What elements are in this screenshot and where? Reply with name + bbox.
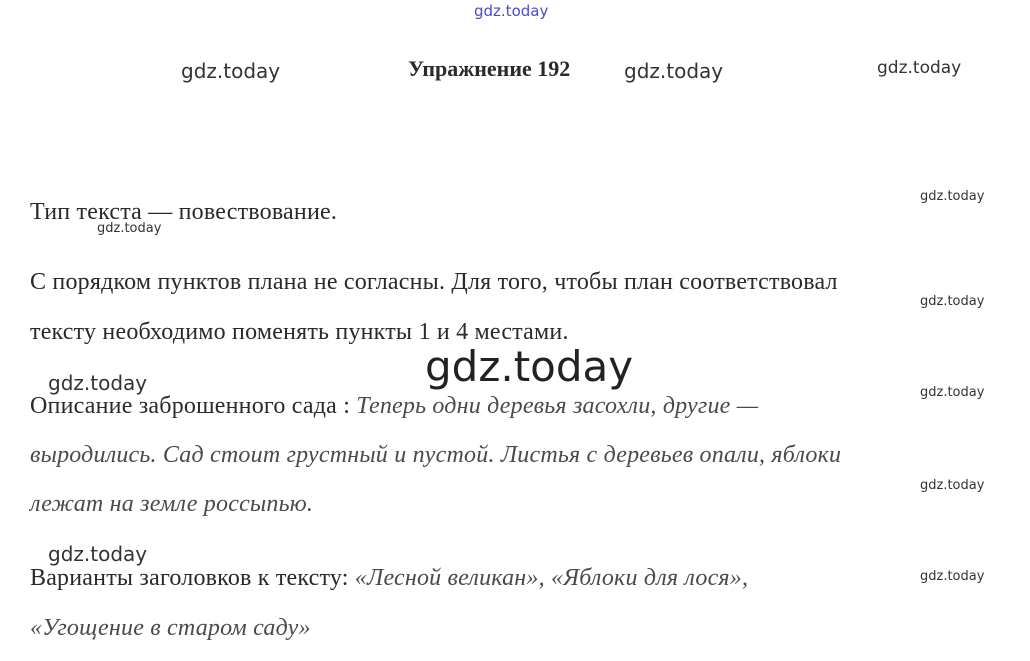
- description-label: Описание заброшенного сада :: [30, 393, 357, 419]
- titles-text: «Лесной великан», «Яблоки для лося»,: [354, 565, 749, 591]
- watermark-top: gdz.today: [474, 2, 549, 20]
- watermark: gdz.today: [48, 542, 148, 566]
- exercise-title: Упражнение 192: [408, 56, 571, 81]
- description-line-1: [30, 394, 758, 418]
- watermark: gdz.today: [97, 221, 162, 236]
- description-line-2: выродились. Сад стоит грустный и пустой. Листья с деревьев опали, яблоки: [30, 442, 842, 468]
- watermark: gdz.today: [920, 189, 985, 204]
- description-line-3: лежат на земле россыпью.: [30, 491, 314, 517]
- plan-line-2: тексту необходимо поменять пункты 1 и 4 местами.: [30, 319, 569, 345]
- watermark-large: gdz.today: [425, 342, 634, 391]
- watermark: gdz.today: [877, 58, 962, 78]
- watermark: gdz.today: [920, 569, 985, 584]
- text-type-line: Тип текста — повествование.: [30, 199, 338, 225]
- description-text: Теперь одни деревья засохли, другие —: [356, 393, 759, 419]
- watermark: gdz.today: [48, 371, 148, 395]
- watermark: gdz.today: [624, 59, 724, 83]
- titles-line-1: [30, 566, 748, 590]
- watermark: gdz.today: [920, 294, 985, 309]
- plan-line-1: С порядком пунктов плана не согласны. Для того, чтобы план соответствовал: [30, 269, 838, 295]
- watermark: gdz.today: [920, 478, 985, 493]
- watermark: gdz.today: [181, 59, 281, 83]
- titles-label: Варианты заголовков к тексту:: [30, 565, 355, 591]
- watermark: gdz.today: [920, 385, 985, 400]
- titles-line-2: «Угощение в старом саду»: [30, 615, 311, 641]
